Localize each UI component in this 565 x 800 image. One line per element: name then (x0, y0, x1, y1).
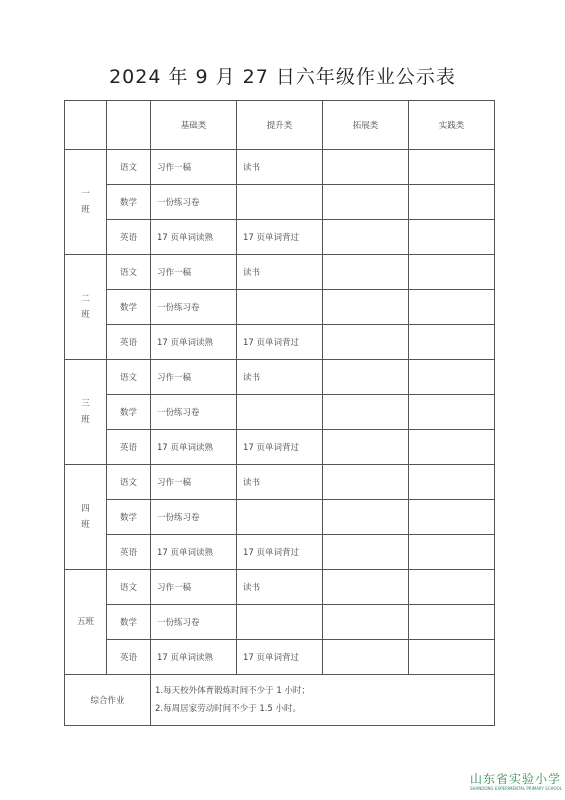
subject-cell: 英语 (107, 325, 151, 360)
class-name-cell (65, 150, 107, 255)
basic-cell: 一份练习卷 (151, 500, 237, 535)
table-row (65, 535, 495, 570)
practice-cell (409, 395, 495, 430)
table-row (65, 640, 495, 675)
header-cell-practice: 实践类 (409, 101, 495, 150)
class-name-cell (65, 255, 107, 360)
improve-cell: 17 页单词背过 (237, 535, 323, 570)
improve-cell (237, 605, 323, 640)
table-row (65, 220, 495, 255)
extend-cell (323, 395, 409, 430)
subject-cell: 语文 (107, 360, 151, 395)
table-row (65, 500, 495, 535)
extend-cell (323, 150, 409, 185)
extend-cell (323, 185, 409, 220)
class-name-bottom: 班 (81, 415, 90, 425)
subject-cell: 英语 (107, 535, 151, 570)
table-row (65, 465, 495, 500)
subject-cell: 语文 (107, 255, 151, 290)
logo-english-name: SHANDONG EXPERIMENTAL PRIMARY SCHOOL (470, 786, 563, 791)
basic-cell: 17 页单词读熟 (151, 220, 237, 255)
subject-cell: 语文 (107, 465, 151, 500)
practice-cell (409, 465, 495, 500)
table-row (65, 185, 495, 220)
header-cell-improve: 提升类 (237, 101, 323, 150)
extend-cell (323, 360, 409, 395)
extend-cell (323, 430, 409, 465)
basic-cell: 一份练习卷 (151, 185, 237, 220)
basic-cell: 17 页单词读熟 (151, 535, 237, 570)
table-row (65, 395, 495, 430)
class-name-top: 四 (81, 504, 90, 514)
header-cell-class (65, 101, 107, 150)
basic-cell: 习作一稿 (151, 255, 237, 290)
class-name-top: 二 (81, 294, 90, 304)
extend-cell (323, 465, 409, 500)
class-name-cell (65, 570, 107, 675)
header-cell-subject (107, 101, 151, 150)
improve-cell: 读书 (237, 465, 323, 500)
class-name-top: 三 (81, 399, 90, 409)
header-cell-extend: 拓展类 (323, 101, 409, 150)
improve-cell: 17 页单词背过 (237, 220, 323, 255)
basic-cell: 一份练习卷 (151, 605, 237, 640)
practice-cell (409, 640, 495, 675)
subject-cell: 数学 (107, 500, 151, 535)
improve-cell (237, 395, 323, 430)
table-row (65, 605, 495, 640)
improve-cell (237, 185, 323, 220)
table-row (65, 360, 495, 395)
table-row (65, 150, 495, 185)
subject-cell: 英语 (107, 430, 151, 465)
extend-cell (323, 500, 409, 535)
improve-cell: 17 页单词背过 (237, 430, 323, 465)
class-name-bottom: 班 (81, 205, 90, 215)
subject-cell: 数学 (107, 185, 151, 220)
page-title: 2024 年 9 月 27 日六年级作业公示表 (109, 66, 456, 88)
summary-line: 2.每周居家劳动时间不少于 1.5 小时。 (155, 704, 302, 714)
practice-cell (409, 500, 495, 535)
table-row (65, 325, 495, 360)
practice-cell (409, 360, 495, 395)
extend-cell (323, 290, 409, 325)
practice-cell (409, 325, 495, 360)
practice-cell (409, 570, 495, 605)
practice-cell (409, 290, 495, 325)
improve-cell: 读书 (237, 255, 323, 290)
subject-cell: 数学 (107, 605, 151, 640)
header-cell-basic: 基础类 (151, 101, 237, 150)
summary-label: 综合作业 (65, 675, 151, 726)
basic-cell: 一份练习卷 (151, 290, 237, 325)
class-name-top: 五班 (76, 617, 94, 627)
practice-cell (409, 605, 495, 640)
table-row (65, 255, 495, 290)
basic-cell: 17 页单词读熟 (151, 640, 237, 675)
practice-cell (409, 150, 495, 185)
summary-row (65, 675, 495, 726)
basic-cell: 17 页单词读熟 (151, 325, 237, 360)
basic-cell: 习作一稿 (151, 465, 237, 500)
practice-cell (409, 430, 495, 465)
subject-cell: 数学 (107, 395, 151, 430)
improve-cell: 读书 (237, 360, 323, 395)
extend-cell (323, 325, 409, 360)
table-row (65, 290, 495, 325)
class-name-top: 一 (81, 189, 90, 199)
subject-cell: 语文 (107, 570, 151, 605)
subject-cell: 英语 (107, 640, 151, 675)
logo-chinese-name: 山东省实验小学 (470, 772, 562, 786)
basic-cell: 习作一稿 (151, 150, 237, 185)
extend-cell (323, 570, 409, 605)
class-name-bottom: 班 (81, 520, 90, 530)
summary-line: 1.每天校外体育锻炼时间不少于 1 小时； (155, 686, 310, 696)
header-row (65, 101, 495, 150)
practice-cell (409, 220, 495, 255)
homework-table (64, 100, 495, 726)
basic-cell: 习作一稿 (151, 360, 237, 395)
subject-cell: 语文 (107, 150, 151, 185)
improve-cell (237, 500, 323, 535)
improve-cell: 17 页单词背过 (237, 640, 323, 675)
subject-cell: 英语 (107, 220, 151, 255)
basic-cell: 17 页单词读熟 (151, 430, 237, 465)
improve-cell: 17 页单词背过 (237, 325, 323, 360)
class-name-cell (65, 465, 107, 570)
improve-cell: 读书 (237, 150, 323, 185)
extend-cell (323, 535, 409, 570)
class-name-cell (65, 360, 107, 465)
practice-cell (409, 255, 495, 290)
school-logo (470, 772, 562, 796)
summary-content (151, 675, 495, 726)
extend-cell (323, 605, 409, 640)
extend-cell (323, 255, 409, 290)
subject-cell: 数学 (107, 290, 151, 325)
extend-cell (323, 220, 409, 255)
table-row (65, 430, 495, 465)
extend-cell (323, 640, 409, 675)
table-row (65, 570, 495, 605)
basic-cell: 习作一稿 (151, 570, 237, 605)
practice-cell (409, 535, 495, 570)
basic-cell: 一份练习卷 (151, 395, 237, 430)
improve-cell: 读书 (237, 570, 323, 605)
improve-cell (237, 290, 323, 325)
practice-cell (409, 185, 495, 220)
class-name-bottom: 班 (81, 310, 90, 320)
